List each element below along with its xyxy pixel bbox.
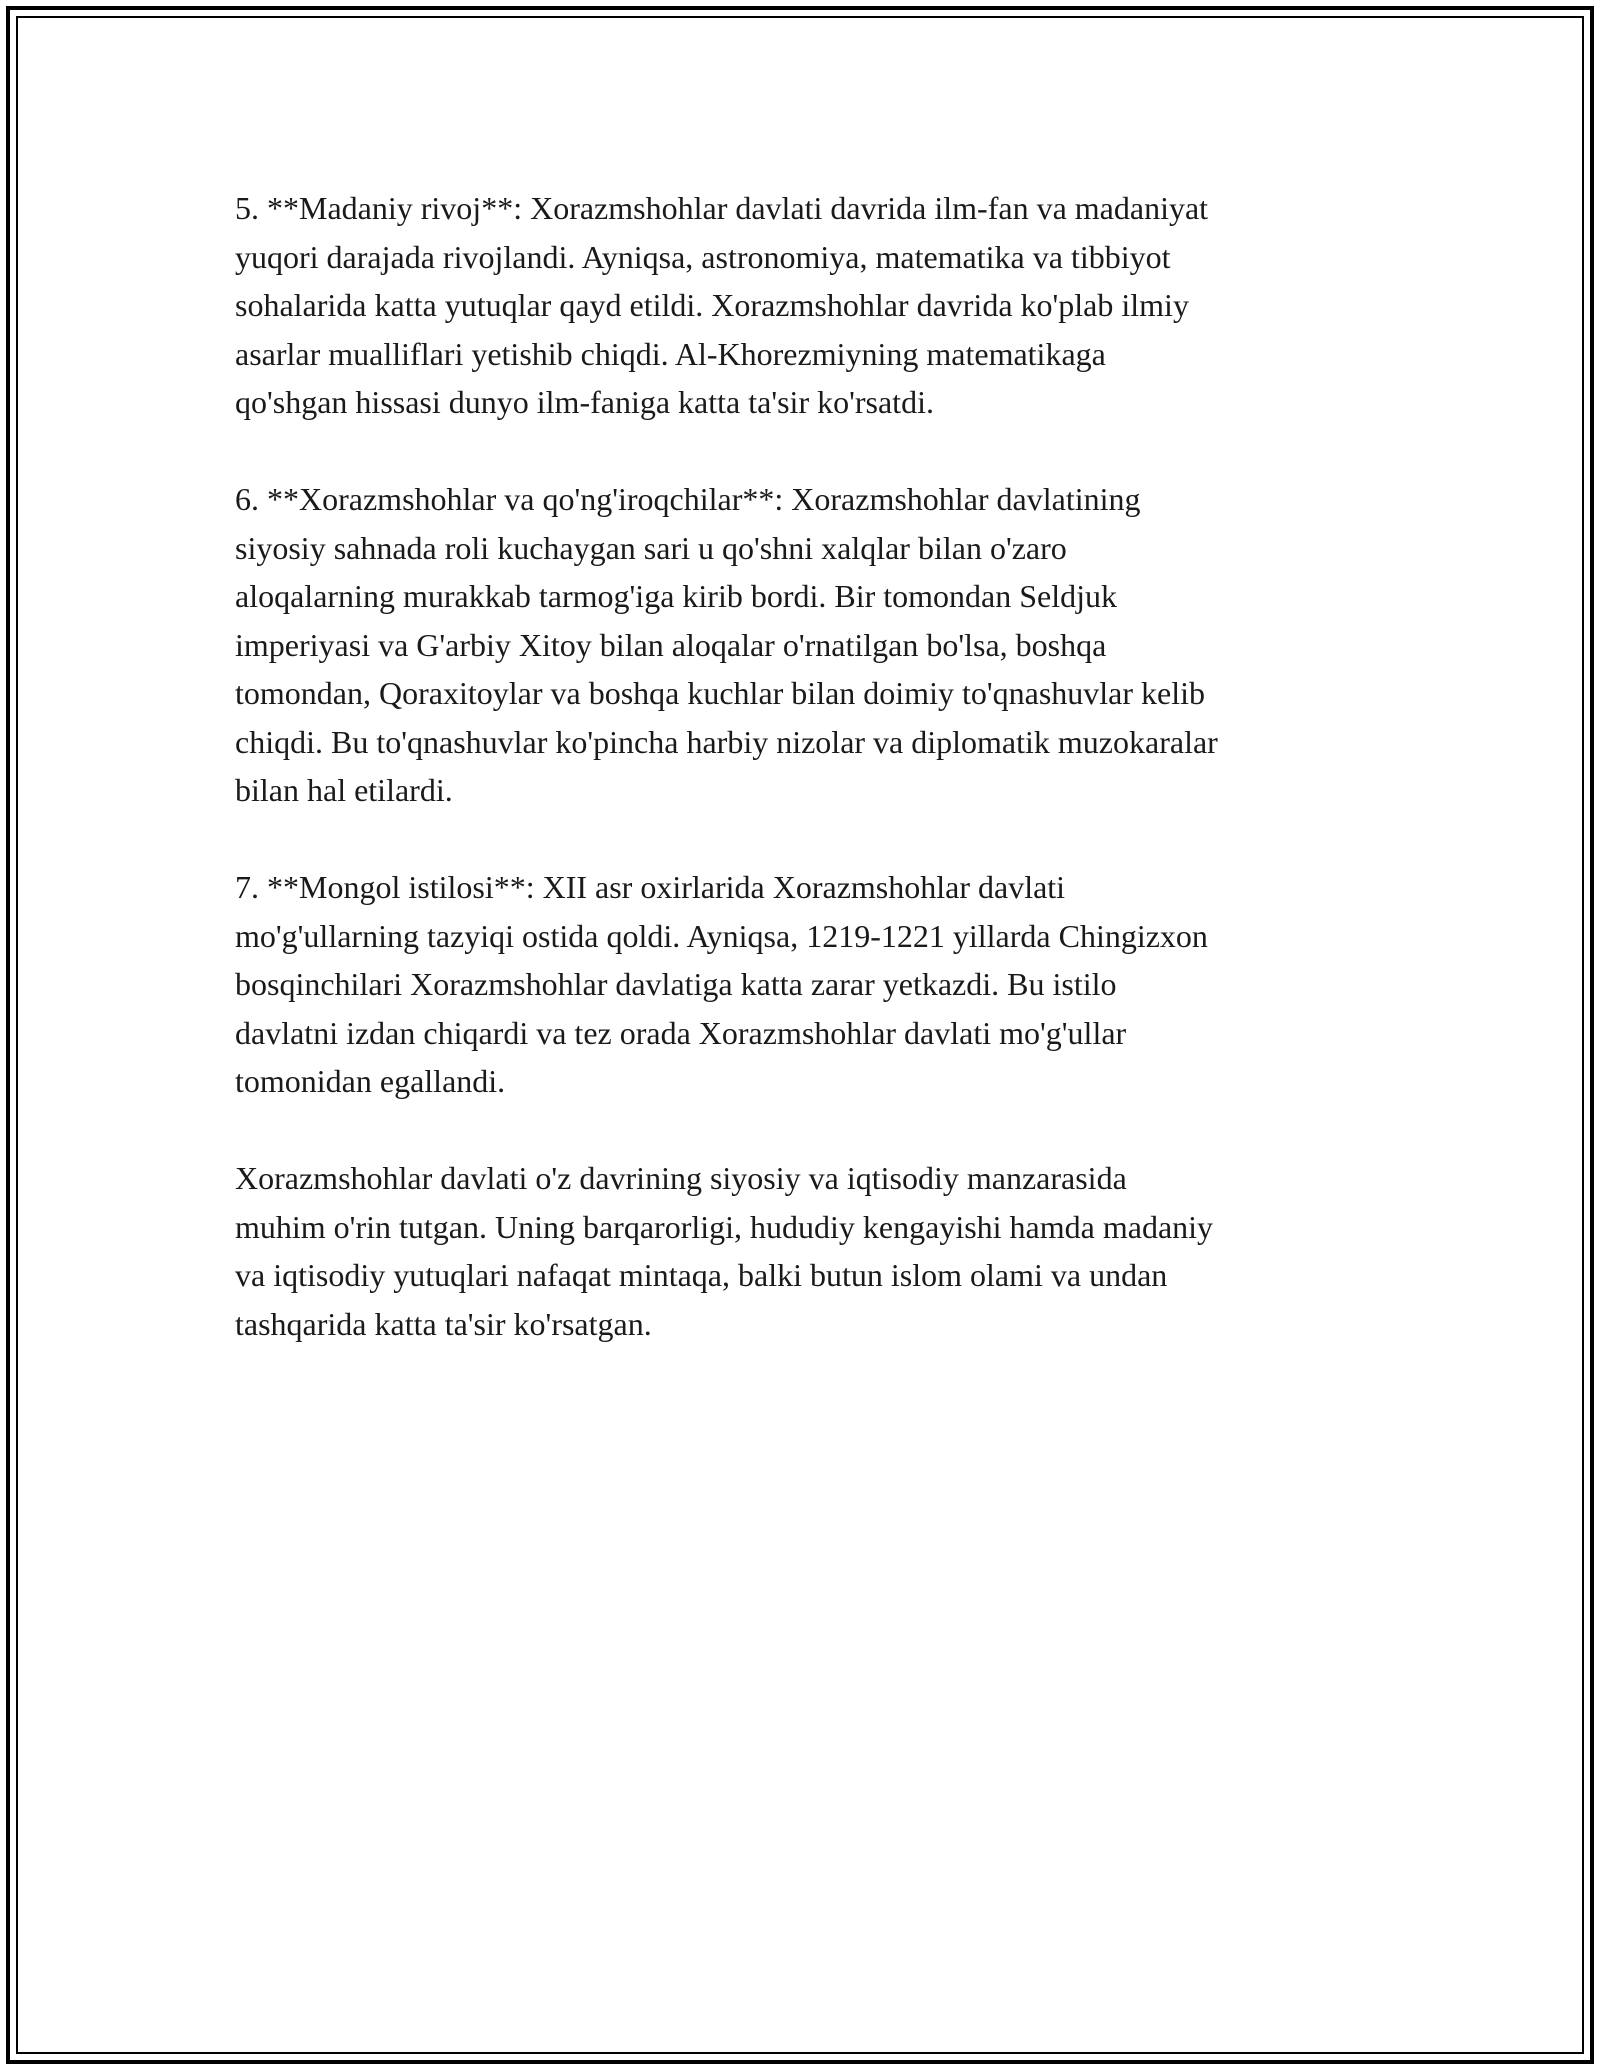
document-body	[235, 184, 1385, 1397]
text-line: mo'g'ullarning tazyiqi ostida qoldi. Ayniqsa, 1219-1221 yillarda Chingizxon	[235, 917, 1208, 954]
text-line: muhim o'rin tutgan. Uning barqarorligi, hududiy kengayishi hamda madaniy	[235, 1208, 1214, 1245]
text-line: tashqarida katta ta'sir ko'rsatgan.	[235, 1305, 652, 1342]
text-line: va iqtisodiy yutuqlari nafaqat mintaqa, balki butun islom olami va undan	[235, 1257, 1168, 1293]
paragraph-madaniy-rivoj	[235, 184, 1385, 427]
text-line: yuqori darajada rivojlandi. Ayniqsa, astronomiya, matematika va tibbiyot	[235, 238, 1171, 275]
text-line: sohalarida katta yutuqlar qayd etildi. Xorazmshohlar davrida ko'plab ilmiy	[235, 287, 1189, 323]
text-line: davlatni izdan chiqardi va tez orada Xorazmshohlar davlati mo'g'ullar	[235, 1014, 1127, 1051]
text-line: tomondan, Qoraxitoylar va boshqa kuchlar bilan doimiy to'qnashuvlar kelib	[235, 675, 1205, 711]
paragraph-mongol-istilosi	[235, 863, 1385, 1106]
text-line: 7. **Mongol istilosi**: XII asr oxirlarida Xorazmshohlar davlati	[235, 869, 1066, 905]
text-line: siyosiy sahnada roli kuchaygan sari u qo'shni xalqlar bilan o'zaro	[235, 529, 1067, 566]
text-line: aloqalarning murakkab tarmog'iga kirib bordi. Bir tomondan Seldjuk	[235, 578, 1118, 614]
text-line: chiqdi. Bu to'qnashuvlar ko'pincha harbiy nizolar va diplomatik muzokaralar	[235, 723, 1218, 760]
paragraph-conclusion	[235, 1154, 1385, 1348]
text-line: bilan hal etilardi.	[235, 772, 453, 808]
text-line: Xorazmshohlar davlati o'z davrining siyosiy va iqtisodiy manzarasida	[235, 1160, 1127, 1196]
paragraph-qongiroqchilar	[235, 475, 1385, 815]
text-line: 5. **Madaniy rivoj**: Xorazmshohlar davlati davrida ilm-fan va madaniyat	[235, 190, 1209, 226]
text-line: imperiyasi va G'arbiy Xitoy bilan aloqalar o'rnatilgan bo'lsa, boshqa	[235, 626, 1107, 663]
text-line: 6. **Xorazmshohlar va qo'ng'iroqchilar**: Xorazmshohlar davlatining	[235, 481, 1141, 517]
text-line: bosqinchilari Xorazmshohlar davlatiga katta zarar yetkazdi. Bu istilo	[235, 966, 1117, 1002]
text-line: qo'shgan hissasi dunyo ilm-faniga katta ta'sir ko'rsatdi.	[235, 384, 934, 420]
text-line: tomonidan egallandi.	[235, 1063, 506, 1099]
text-line: asarlar mualliflari yetishib chiqdi. Al-Khorezmiyning matematikaga	[235, 335, 1106, 372]
